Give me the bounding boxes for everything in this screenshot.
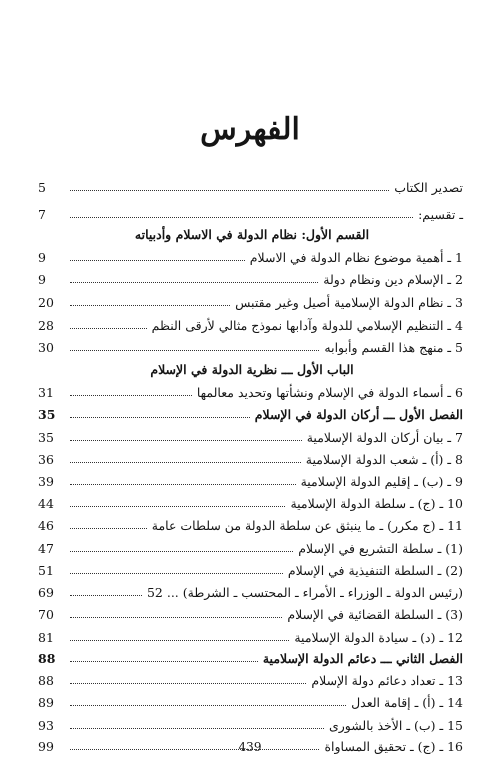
- toc-entry: [38, 314, 463, 336]
- toc-entry-page: 46: [38, 517, 54, 533]
- toc-entry-page: 39: [38, 473, 54, 489]
- toc-entry-text: 10 ـ (ج) ـ سلطة الدولة الإسلامية: [290, 495, 463, 511]
- toc-entry-text: ـ تقسيم:: [418, 206, 463, 222]
- toc-entry-text: 7 ـ بيان أركان الدولة الإسلامية: [306, 429, 463, 445]
- toc-entry: [38, 291, 463, 313]
- toc-entry: [38, 176, 463, 198]
- toc-entry-page: 36: [38, 451, 54, 467]
- toc-section-heading: [38, 358, 463, 380]
- toc-entry: [38, 581, 463, 603]
- dot-leader: [70, 617, 282, 618]
- toc-entry: [38, 714, 463, 736]
- toc-heading-text: الباب الأول ـــ نظرية الدولة في الإسلام: [150, 361, 354, 377]
- toc-entry-text: 4 ـ التنظيم الإسلامي للدولة وآدابها نموذج مثالي لأرقى النظم: [151, 317, 463, 333]
- toc-entry-page: 5: [38, 179, 46, 195]
- toc-entry-page: 44: [38, 495, 54, 511]
- toc-entry-text: الفصل الثاني ـــ دعائم الدولة الإسلامية: [262, 650, 463, 666]
- toc-entry-text: 11 ـ (ج مكرر) ـ ما ينبثق عن سلطة الدولة من سلطات عامة: [151, 517, 463, 533]
- toc-entry: [38, 492, 463, 514]
- dot-leader: [70, 440, 302, 441]
- toc-entry-page: 20: [38, 294, 54, 310]
- dot-leader: [70, 573, 283, 574]
- toc-entry: [38, 647, 463, 669]
- toc-entry: [38, 626, 463, 648]
- toc-entry-text: (2) ـ السلطة التنفيذية في الإسلام: [287, 562, 463, 578]
- toc-entry-text: 13 ـ تعداد دعائم دولة الإسلام: [311, 672, 463, 688]
- toc-entry-text: 6 ـ أسماء الدولة في الإسلام ونشأتها وتحديد معالمها: [196, 384, 463, 400]
- toc-entry-text: 14 ـ (أ) ـ إقامة العدل: [351, 694, 463, 710]
- toc-entry-page: 88: [38, 650, 56, 666]
- toc-entry: [38, 603, 463, 625]
- toc-entry-page: 81: [38, 629, 54, 645]
- toc-entry-text: 9 ـ (ب) ـ إقليم الدولة الإسلامية: [300, 473, 463, 489]
- toc-entry: [38, 470, 463, 492]
- toc-entry-text: 1 ـ أهمية موضوع نظام الدولة في الاسلام: [249, 249, 463, 265]
- dot-leader: [70, 484, 296, 485]
- toc-entry-page: 35: [38, 406, 56, 422]
- toc-entry-page: 70: [38, 606, 54, 622]
- dot-leader: [70, 728, 324, 729]
- toc-entry-text: (1) ـ سلطة التشريع في الإسلام: [298, 540, 463, 556]
- page-title: الفهرس: [200, 112, 300, 147]
- dot-leader: [70, 640, 289, 641]
- toc-entry: [38, 381, 463, 403]
- toc-entry-text: (رئيس الدولة ـ الوزراء ـ الأمراء ـ المحتسب ـ الشرطة) ... 52: [146, 584, 463, 600]
- toc-entry: [38, 537, 463, 559]
- toc-entry-text: الفصل الأول ـــ أركان الدولة في الإسلام: [254, 406, 463, 422]
- toc-entry: [38, 203, 463, 225]
- toc-entry: [38, 336, 463, 358]
- toc-entry-page: 9: [38, 271, 46, 287]
- dot-leader: [70, 217, 413, 218]
- toc-entry-page: 31: [38, 384, 54, 400]
- toc-entry-page: 30: [38, 339, 54, 355]
- toc-entry-text: 16 ـ (ج) ـ تحقيق المساواة: [324, 738, 463, 754]
- toc-entry-text: 8 ـ (أ) ـ شعب الدولة الإسلامية: [305, 451, 463, 467]
- toc-entry-page: 51: [38, 562, 54, 578]
- toc-entry-text: 2 ـ الإسلام دين ونظام دولة: [323, 271, 463, 287]
- toc-entry: [38, 514, 463, 536]
- toc-entry-page: 28: [38, 317, 54, 333]
- page-number: 439: [238, 740, 262, 754]
- toc-entry: [38, 268, 463, 290]
- toc-entry: [38, 691, 463, 713]
- dot-leader: [70, 395, 192, 396]
- toc-section-heading: [38, 223, 463, 245]
- toc-entry-page: 93: [38, 717, 54, 733]
- dot-leader: [70, 661, 258, 662]
- dot-leader: [70, 595, 142, 596]
- dot-leader: [70, 506, 285, 507]
- toc-entry-page: 7: [38, 206, 46, 222]
- dot-leader: [70, 551, 293, 552]
- toc-entry: [38, 246, 463, 268]
- toc-entry-page: 35: [38, 429, 54, 445]
- toc-entry: [38, 403, 463, 425]
- toc-entry-text: تصدير الكتاب: [394, 179, 463, 195]
- toc-entry: [38, 426, 463, 448]
- dot-leader: [70, 350, 319, 351]
- toc-entry-text: 5 ـ منهج هذا القسم وأبوابه: [324, 339, 463, 355]
- dot-leader: [70, 328, 147, 329]
- toc-entry: [38, 448, 463, 470]
- toc-entry-page: 47: [38, 540, 54, 556]
- toc-entry: [38, 559, 463, 581]
- toc-entry-page: 89: [38, 694, 54, 710]
- dot-leader: [70, 190, 389, 191]
- dot-leader: [70, 417, 250, 418]
- dot-leader: [70, 683, 306, 684]
- toc-entry-text: (3) ـ السلطة القضائية في الإسلام: [287, 606, 463, 622]
- dot-leader: [70, 260, 245, 261]
- dot-leader: [70, 282, 318, 283]
- toc-entry-page: 9: [38, 249, 46, 265]
- dot-leader: [70, 705, 346, 706]
- toc-heading-text: القسم الأول: نظام الدولة في الاسلام وأدبياته: [134, 226, 370, 242]
- dot-leader: [70, 462, 301, 463]
- toc-entry-text: 3 ـ نظام الدولة الإسلامية أصيل وغير مقتبس: [235, 294, 463, 310]
- dot-leader: [70, 528, 147, 529]
- toc-entry-text: 12 ـ (د) ـ سيادة الدولة الإسلامية: [294, 629, 463, 645]
- toc-entry-page: 99: [38, 738, 54, 754]
- toc-entry: [38, 669, 463, 691]
- toc-entry-text: 15 ـ (ب) ـ الأخذ بالشورى: [328, 717, 463, 733]
- toc-entry-page: 69: [38, 584, 54, 600]
- dot-leader: [70, 305, 230, 306]
- toc-entry-page: 88: [38, 672, 54, 688]
